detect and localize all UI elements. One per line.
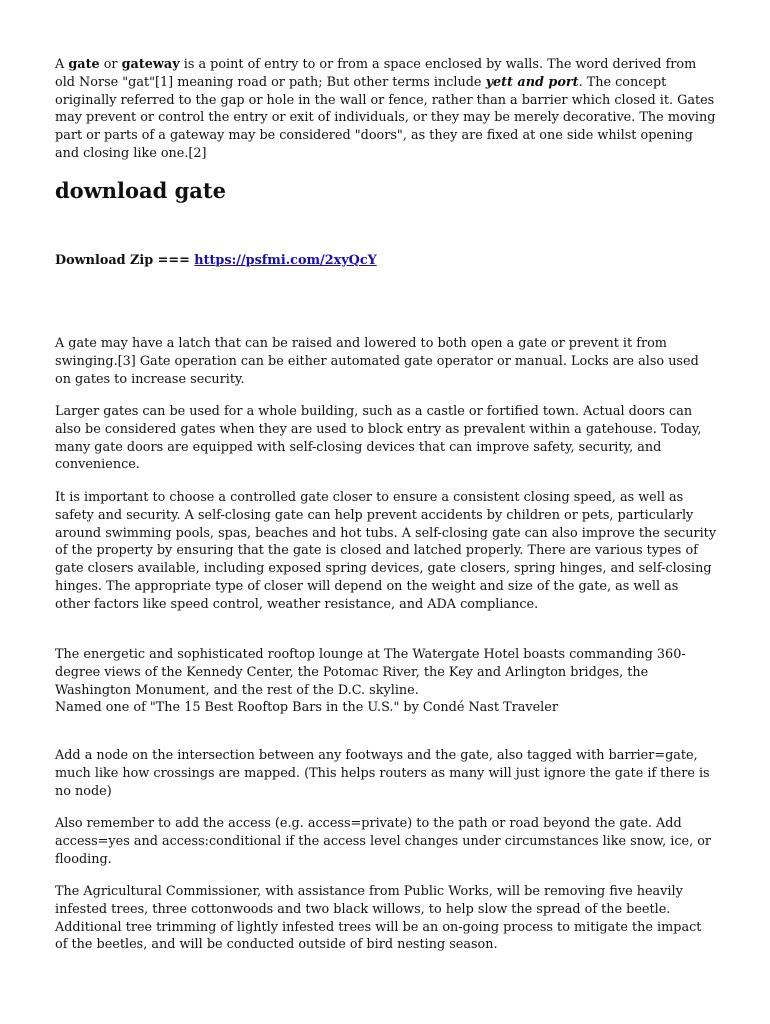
paragraph-node: Add a node on the intersection between any footways and the gate, also tagged with barrier=gate, much like how crossings are mapped. (This helps routers as many will just ignore the gate if there is no node) (55, 748, 710, 799)
term-gateway: gateway (121, 57, 180, 72)
paragraph-latch: A gate may have a latch that can be raised and lowered to both open a gate or prevent it from swinging.[3] Gate operation can be either automated gate operator or manual. Locks are also used on gates to increase security. (55, 336, 699, 387)
paragraph-agricultural: The Agricultural Commissioner, with assistance from Public Works, will be removing five heavily infested trees, three cottonwoods and two black willows, to help slow the spread of the beetle. Additional tree trimming of lightly infested trees will be an on-going process to mitigate the impact of the beetles, and will be conducted outside of bird nesting season. (55, 884, 702, 953)
download-line (55, 252, 717, 270)
intro-text-1: is a point of entry to or from a space enclosed by walls. The word derived from old Norse "gat"[1] meaning road or path; But other terms include (55, 57, 697, 90)
term-yett-and-port: yett and port (485, 74, 579, 90)
paragraph-gate-closer: It is important to choose a controlled gate closer to ensure a consistent closing speed, as well as safety and security. A self-closing gate can help prevent accidents by children or pets, particularly around swimming pools, spas, beaches and hot tubs. A self-closing gate can also improve the security of the property by ensuring that the gate is closed and latched properly. There are various types of gate closers available, including exposed spring devices, gate closers, spring hinges, and self-closing hinges. The appropriate type of closer will depend on the weight and size of the gate, as well as other factors like speed control, weather resistance, and ADA compliance. (55, 490, 717, 612)
download-label: Download Zip === (55, 253, 190, 268)
paragraph-access: Also remember to add the access (e.g. access=private) to the path or road beyond the gate. Add access=yes and access:conditional if the access level changes under circumstances like snow, ice, or flooding. (55, 816, 712, 867)
intro-text-2: . The concept originally referred to the gap or hole in the wall or fence, rather than a barrier which closed it. Gates may prevent or control the entry or exit of individuals, or they may be merely decorative. The moving part or parts of a gateway may be considered "doors", as they are fixed at one side whilst opening and closing like one.[2] (55, 74, 716, 161)
paragraph-rooftop-bars: Named one of "The 15 Best Rooftop Bars in the U.S." by Condé Nast Traveler (55, 700, 558, 715)
paragraph-watergate: The energetic and sophisticated rooftop lounge at The Watergate Hotel boasts commanding 360-degree views of the Kennedy Center, the Potomac River, the Key and Arlington bridges, the Washington Monument, and the rest of the D.C. skyline. (55, 647, 686, 698)
term-gate: gate (68, 57, 100, 72)
intro-paragraph (55, 56, 717, 163)
page-heading: download gate (55, 178, 226, 203)
paragraph-larger-gates: Larger gates can be used for a whole building, such as a castle or fortified town. Actual doors can also be considered gates when they are used to block entry as prevalent within a gatehouse. Today, many gate doors are equipped with self-closing devices that can improve safety, security, and convenience. (55, 404, 702, 473)
download-link[interactable]: https://psfmi.com/2xyQcY (194, 253, 377, 268)
intro-article: A (55, 57, 65, 72)
intro-or: or (103, 57, 118, 72)
